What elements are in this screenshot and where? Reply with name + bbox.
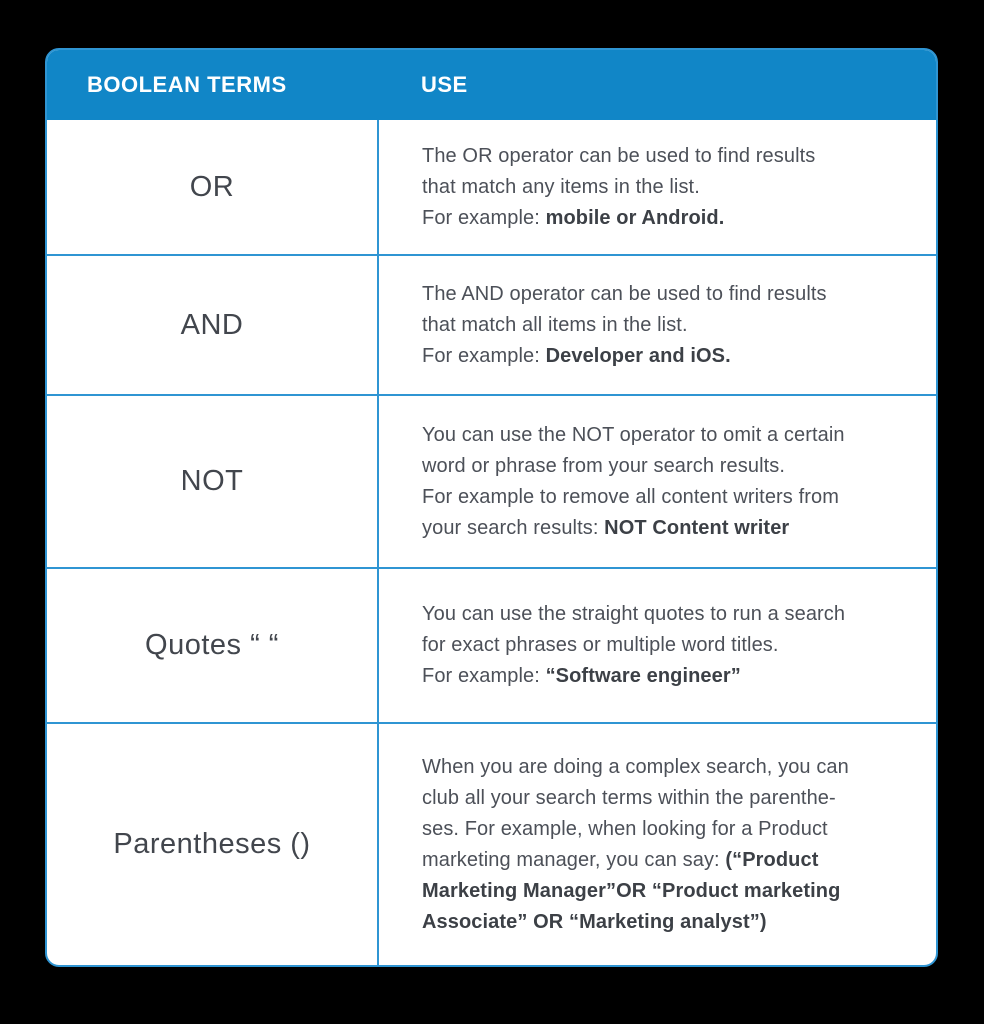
term-text: Parentheses () xyxy=(113,828,311,860)
use-description-text: When you are doing a complex search, you can club all your search terms within the parenthe- ses. For example, when looking for a Product marketing manager, you can say: (“Product Marketing Manager”OR “Product marketing Associate” OR “Marketing analyst”) xyxy=(422,755,849,933)
table-row xyxy=(47,394,936,567)
use-description-text: You can use the NOT operator to omit a certain word or phrase from your search results. For example to remove all content writers from your search results: NOT Content writer xyxy=(422,423,845,539)
term-text: NOT xyxy=(180,465,244,497)
term-text: AND xyxy=(180,308,244,341)
table-row xyxy=(47,254,936,394)
use-description-text: You can use the straight quotes to run a search for exact phrases or multiple word titles. For example: “Software engineer” xyxy=(422,603,846,687)
use-description-cell xyxy=(377,396,936,567)
use-description-cell xyxy=(377,256,936,394)
table-header-row xyxy=(47,50,936,120)
header-use: USE xyxy=(421,72,468,97)
use-description-text: The AND operator can be used to find results that match all items in the list. For example: Developer and iOS. xyxy=(422,282,827,367)
table-rows xyxy=(47,120,936,965)
boolean-term-label xyxy=(47,396,377,567)
boolean-term-label xyxy=(47,724,377,965)
table-row xyxy=(47,722,936,965)
term-text: OR xyxy=(189,170,235,203)
table-row xyxy=(47,567,936,722)
header-boolean-terms: BOOLEAN TERMS xyxy=(87,72,287,97)
table-row xyxy=(47,120,936,254)
use-description-text: The OR operator can be used to find results that match any items in the list. For example: mobile or Android. xyxy=(422,144,816,229)
term-text: Quotes “ “ xyxy=(145,629,279,661)
use-description-cell xyxy=(377,724,936,965)
boolean-term-label xyxy=(47,569,377,722)
use-description-cell xyxy=(377,120,936,254)
boolean-term-label xyxy=(47,256,377,394)
boolean-term-label xyxy=(47,120,377,254)
boolean-terms-table xyxy=(45,48,938,967)
use-description-cell xyxy=(377,569,936,722)
